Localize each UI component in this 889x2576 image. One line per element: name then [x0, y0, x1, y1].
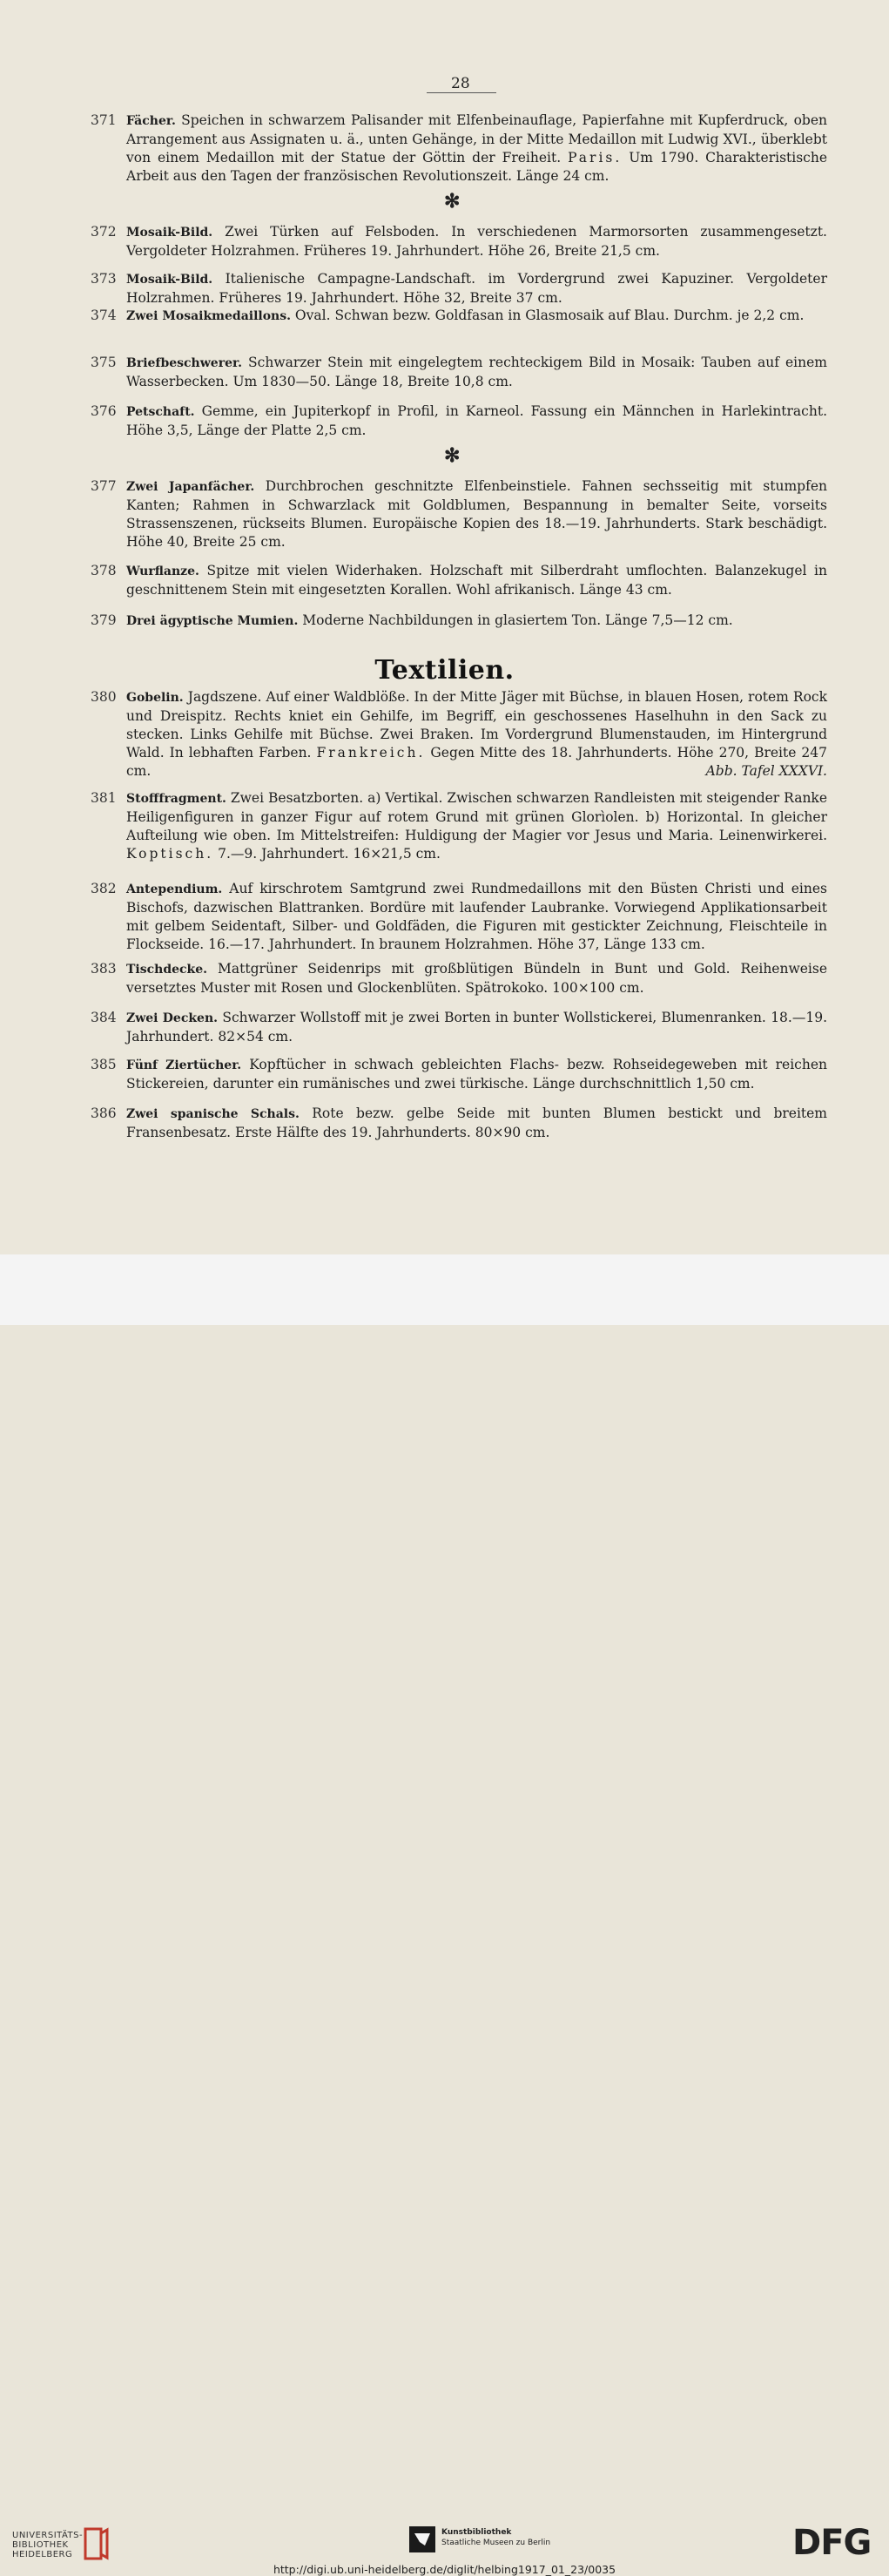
- entry-title: Zwei Decken.: [126, 1011, 219, 1025]
- entry-number: 374: [91, 308, 117, 323]
- entry-text: Speichen in schwarzem Palisander mit Elfenbeinauflage, Papierfahne mit Kupferdruck, oben Arrangement aus Assignaten u. ä., unten Gehänge, in der Mitte Medaillon mit Ludwig XVI., überklebt von einem Medaillon mit der Statue der Göttin der Freiheit.: [126, 112, 827, 166]
- entry-text: Moderne Nachbildungen in glasiertem Ton. Länge 7,5—12 cm.: [298, 612, 733, 628]
- entry-title: Wurflanze.: [126, 565, 199, 578]
- section-heading: Textilien.: [374, 655, 515, 686]
- entry-number: 377: [91, 478, 117, 494]
- entry-text: Durchbrochen geschnitzte Elfenbeinstiele. Fahnen sechsseitig mit stumpfen Kanten; Rahmen in Schwarzlack mit Goldblumen, Bespannung in bemalter Seite, vorseits Strassenszenen, rückseits Blumen. Europäische Kopien des 18.—19. Jahrhunderts. Stark beschädigt. Höhe 40, Breite 25 cm.: [126, 478, 827, 550]
- entry-text: Spitze mit vielen Widerhaken. Holzschaft mit Silberdraht umflochten. Balanzekugel in geschnittenem Stein mit eingesetzten Korallen. Wohl afrikanisch. Länge 43 cm.: [126, 563, 827, 598]
- entry-text: Zwei Türken auf Felsboden. In verschiedenen Marmorsorten zusammengesetzt. Vergoldeter Holzrahmen. Früheres 19. Jahrhundert. Höhe 26, Breite 21,5 cm.: [126, 224, 827, 259]
- catalog-entry: [87, 354, 827, 391]
- entry-title: Zwei Mosaikmedaillons.: [126, 309, 291, 323]
- entry-origin: Frankreich.: [316, 745, 426, 761]
- entry-text: Auf kirschrotem Samtgrund zwei Rundmedaillons mit den Büsten Christi und eines Bischofs, dazwischen Blattranken. Bordüre mit laufender Laubranke. Vorwiegend Applikationsarbeit mit gelbem Seidentaft, Silber- und Goldfäden, die Figuren mit gestickter Zeichnung, Fleischteile in Flockseide. 16.—17. Jahrhundert. In braunem Holzrahmen. Höhe 37, Länge 133 cm.: [126, 881, 827, 952]
- catalog-entry: [87, 223, 827, 260]
- catalog-entry: [87, 1105, 827, 1142]
- entry-number: 381: [91, 790, 117, 806]
- catalog-entry: [87, 960, 827, 997]
- catalog-entry: [87, 402, 827, 440]
- entry-number: 375: [91, 355, 117, 370]
- entry-number: 384: [91, 1010, 117, 1025]
- ub-heidelberg-logo-text[interactable]: [12, 2531, 83, 2559]
- entry-title: Petschaft.: [126, 405, 195, 419]
- ub-heidelberg-logo-icon[interactable]: [83, 2526, 109, 2561]
- entry-number: 386: [91, 1105, 117, 1121]
- plate-reference: Abb. Tafel XXXVI.: [705, 763, 827, 779]
- kunstbibliothek-logo-text[interactable]: [441, 2527, 550, 2548]
- entry-text: Italienische Campagne-Landschaft. im Vordergrund zwei Kapuziner. Vergoldeter Holzrahmen. Früheres 19. Jahrhundert. Höhe 32, Breite 37 cm.: [126, 271, 827, 306]
- entry-title: Stofffragment.: [126, 792, 226, 806]
- entry-text: Zwei Besatzborten. a) Vertikal. Zwischen schwarzen Randleisten mit steigender Ranke Heiligenfiguren in ganzer Figur auf rotem Grund mit grünen Glorìolen. b) Horizontal. In gleicher Aufteilung wie oben. Im Mittelstreifen: Huldigung der Magier vor Jesus und Maria. Leinenwirkerei.: [126, 790, 827, 843]
- entry-title: Zwei Japanfächer.: [126, 480, 255, 494]
- dfg-logo[interactable]: DFG: [792, 2523, 872, 2563]
- entry-title: Mosaik-Bild.: [126, 273, 213, 287]
- ub-line-1: UNIVERSITÄTS-: [12, 2531, 84, 2540]
- kb-line-1: Kunstbibliothek: [441, 2528, 512, 2537]
- catalog-entry: [87, 688, 827, 781]
- entry-number: 371: [91, 112, 117, 128]
- entry-text: Schwarzer Wollstoff mit je zwei Borten in bunter Wollstickerei, Blumenranken. 18.—19. Jahrhundert. 82×54 cm.: [126, 1010, 827, 1045]
- permalink-url[interactable]: http://digi.ub.uni-heidelberg.de/diglit/helbing1917_01_23/0035: [273, 2563, 616, 2576]
- entry-title: Fünf Ziertücher.: [126, 1058, 242, 1072]
- entry-origin: Koptisch.: [126, 846, 214, 862]
- entry-text: Oval. Schwan bezw. Goldfasan in Glasmosaik auf Blau. Durchm. je 2,2 cm.: [291, 308, 805, 323]
- catalog-entry: [87, 880, 827, 954]
- entry-number: 379: [91, 612, 117, 628]
- kunstbibliothek-logo-icon[interactable]: [407, 2525, 437, 2554]
- entry-number: 376: [91, 403, 117, 419]
- kb-line-2: Staatliche Museen zu Berlin: [441, 2539, 551, 2547]
- section-asterisk: ✻: [444, 444, 461, 467]
- entry-title: Antependium.: [126, 882, 223, 896]
- entry-number: 372: [91, 224, 117, 240]
- entry-text-cont: Um 1790. Charakteristische Arbeit aus den Tagen der französischen Revolutionszeit. Länge 24 cm.: [126, 150, 827, 184]
- entry-text: Kopftücher in schwach gebleichten Flachs- bezw. Rohseidegeweben mit reichen Stickereien, darunter ein rumänisches und zwei türkische. Länge durchschnittlich 1,50 cm.: [126, 1057, 827, 1092]
- catalog-entry: [87, 562, 827, 599]
- entry-text-cont: 7.—9. Jahrhundert. 16×21,5 cm.: [213, 846, 441, 862]
- catalog-entry: [87, 612, 827, 631]
- entry-title: Briefbeschwerer.: [126, 356, 242, 370]
- entry-number: 382: [91, 881, 117, 896]
- entry-title: Tischdecke.: [126, 963, 208, 977]
- entry-title: Zwei spanische Schals.: [126, 1107, 300, 1121]
- entry-title: Mosaik-Bild.: [126, 226, 213, 240]
- page-number: 28: [427, 75, 496, 93]
- entry-number: 380: [91, 689, 117, 705]
- entry-text: Rote bezw. gelbe Seide mit bunten Blumen bestickt und breitem Fransenbesatz. Erste Hälfte des 19. Jahrhunderts. 80×90 cm.: [126, 1105, 828, 1140]
- document-page: [0, 0, 889, 1254]
- catalog-entry: [87, 307, 827, 326]
- entry-number: 373: [91, 271, 117, 287]
- footer-bar: [0, 1254, 889, 2576]
- entry-text: Schwarzer Stein mit eingelegtem rechteckigem Bild in Mosaik: Tauben auf einem Wasserbecken. Um 1830—50. Länge 18, Breite 10,8 cm.: [126, 355, 827, 389]
- entry-title: Drei ägyptische Mumien.: [126, 614, 299, 628]
- catalog-entry: [87, 270, 827, 308]
- ub-line-3: HEIDELBERG: [12, 2550, 73, 2559]
- entry-body: [126, 112, 827, 186]
- ub-line-2: BIBLIOTHEK: [12, 2540, 69, 2550]
- entry-text: Jagdszene. Auf einer Waldblöße. In der Mitte Jäger mit Büchse, in blauen Hosen, rotem Rock und Dreispitz. Rechts kniet ein Gehilfe, im Begriff, ein geschossenes Haselhuhn in den Sack zu stecken. Links Gehilfe mit Büchse. Zwei Braken. Im Vordergrund Blumenstauden, im Hintergrund Wald. In lebhaften Farben.: [126, 689, 827, 761]
- catalog-entry: [87, 112, 827, 186]
- entry-title: Gobelin.: [126, 691, 184, 705]
- catalog-entry: [87, 1009, 827, 1046]
- entry-text: Mattgrüner Seidenrips mit großblütigen Bündeln in Bunt und Gold. Reihenweise versetztes Muster mit Rosen und Glockenblüten. Spätrokoko. 100×100 cm.: [126, 961, 827, 996]
- catalog-entry: [87, 477, 827, 551]
- entry-number: 383: [91, 961, 117, 977]
- entry-title: Fächer.: [126, 114, 176, 128]
- entry-origin: Paris.: [568, 150, 623, 166]
- entry-text-cont: Gegen Mitte des 18. Jahrhunderts. Höhe 270, Breite 247 cm.: [126, 745, 827, 779]
- section-asterisk: ✻: [444, 190, 461, 213]
- entry-text: Gemme, ein Jupiterkopf in Profil, in Karneol. Fassung ein Männchen in Harlekintracht. Höhe 3,5, Länge der Platte 2,5 cm.: [126, 403, 827, 438]
- catalog-entry: [87, 1056, 827, 1093]
- entry-number: 385: [91, 1057, 117, 1072]
- entry-number: 378: [91, 563, 117, 578]
- catalog-entry: [87, 789, 827, 863]
